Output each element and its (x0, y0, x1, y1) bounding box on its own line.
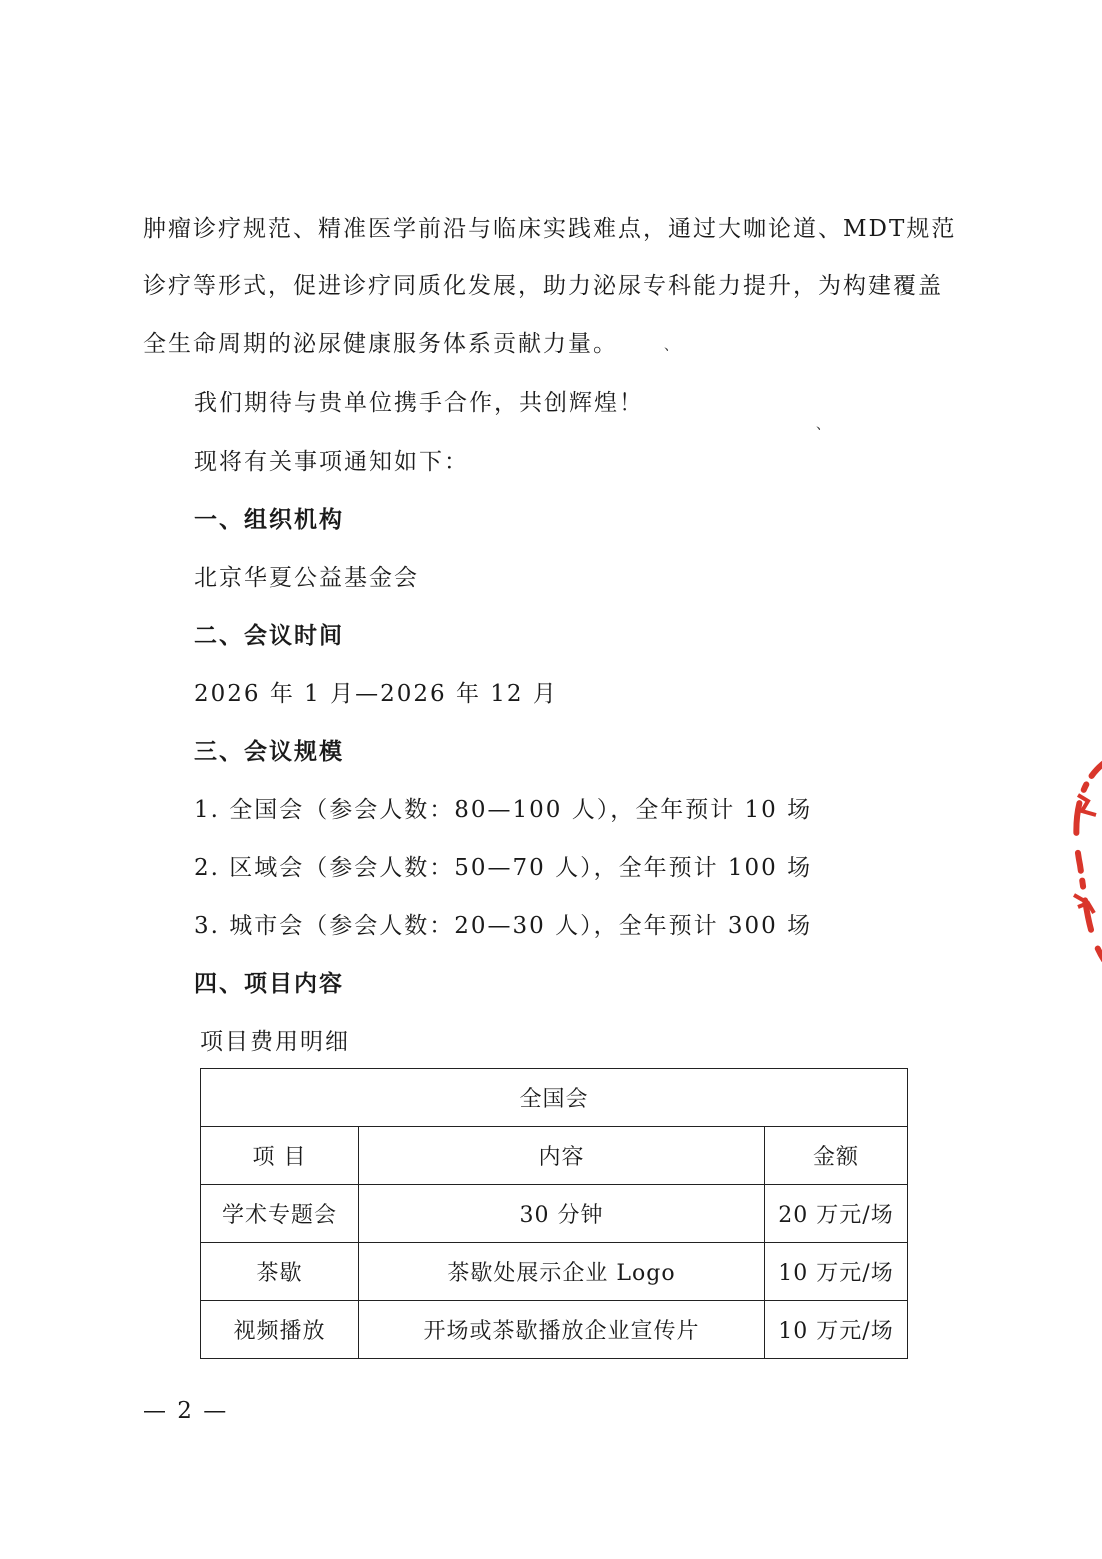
section-body-organization: 北京华夏公益基金会 (194, 565, 419, 591)
cell-amount: 20 万元/场 (765, 1185, 908, 1243)
seal-stamp-icon (1066, 755, 1102, 970)
cell-item: 茶歇 (201, 1243, 359, 1301)
cell-content: 茶歇处展示企业 Logo (359, 1243, 765, 1301)
table-row (201, 1243, 908, 1301)
paragraph-line: 肿瘤诊疗规范、精准医学前沿与临床实践难点，通过大咖论道、MDT规范 (143, 216, 957, 242)
table-title-row (201, 1069, 908, 1127)
paragraph-line: 全生命周期的泌尿健康服务体系贡献力量。 (143, 331, 618, 357)
section-heading-time: 二、会议时间 (194, 622, 344, 649)
fee-table (200, 1068, 908, 1359)
table-header-row (201, 1127, 908, 1185)
header-amount: 金额 (765, 1127, 908, 1185)
stray-mark: 、 (664, 338, 678, 354)
table-row (201, 1301, 908, 1359)
cell-item: 学术专题会 (201, 1185, 359, 1243)
section-heading-scale: 三、会议规模 (194, 738, 344, 765)
cell-amount: 10 万元/场 (765, 1243, 908, 1301)
header-content: 内容 (359, 1127, 765, 1185)
table-title: 全国会 (201, 1069, 908, 1127)
paragraph-cooperation: 我们期待与贵单位携手合作，共创辉煌！ (194, 390, 644, 416)
scale-item: 2. 区域会（参会人数：50—70 人），全年预计 100 场 (194, 855, 813, 881)
cell-content: 开场或茶歇播放企业宣传片 (359, 1301, 765, 1359)
table-caption: 项目费用明细 (200, 1029, 350, 1055)
scale-item: 1. 全国会（参会人数：80—100 人），全年预计 10 场 (194, 797, 813, 823)
scale-item: 3. 城市会（参会人数：20—30 人），全年预计 300 场 (194, 913, 813, 939)
section-heading-content: 四、项目内容 (194, 970, 344, 997)
section-body-time: 2026 年 1 月—2026 年 12 月 (194, 681, 558, 707)
cell-item: 视频播放 (201, 1301, 359, 1359)
cell-amount: 10 万元/场 (765, 1301, 908, 1359)
stray-mark: 、 (816, 417, 830, 433)
cell-content: 30 分钟 (359, 1185, 765, 1243)
section-heading-organization: 一、组织机构 (194, 506, 344, 533)
table-row (201, 1185, 908, 1243)
page-number: — 2 — (143, 1398, 229, 1424)
paragraph-notice: 现将有关事项通知如下： (194, 449, 469, 475)
paragraph-line: 诊疗等形式，促进诊疗同质化发展，助力泌尿专科能力提升，为构建覆盖 (143, 273, 943, 299)
header-item: 项 目 (201, 1127, 359, 1185)
